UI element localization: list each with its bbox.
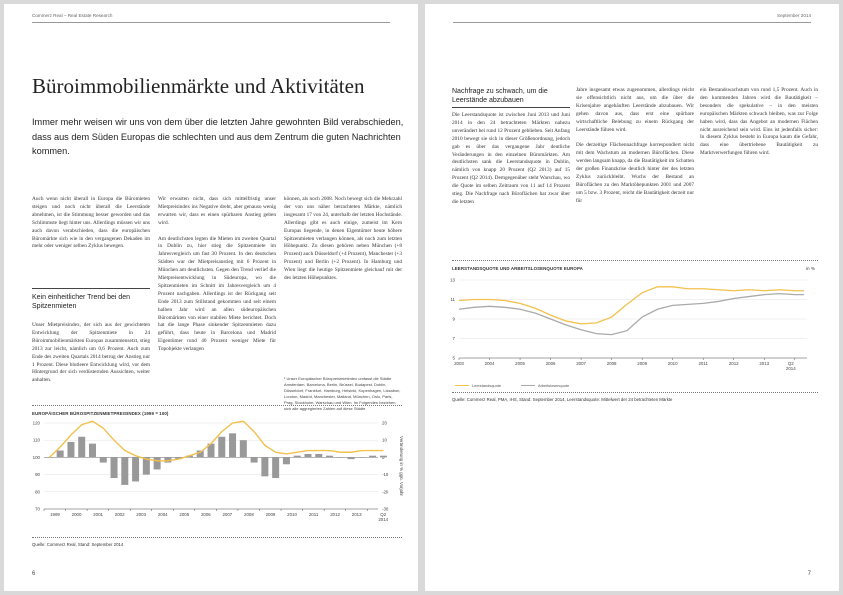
chart-unit: in % bbox=[806, 266, 815, 271]
chart-bottom-rule bbox=[452, 392, 818, 393]
unemployment-line bbox=[459, 294, 804, 335]
rent-index-chart bbox=[18, 417, 410, 537]
paragraph: Die derzeitige Flächennachfrage korrespondiert nicht mit dem Wachstum an modernen Büroflächen. Diese werden langsam knapp, da die Bautätigkeit im Schatten der großen Finanzkrise deutlich hinter der des letzten Zyklus zurückbleibt. Wuchs der Bestand an Büroflächen zu den Marktöhepunkten 2001 und 2007 um 5 bzw. 3 Prozent, reicht die Bautätigkeit derzeit nur für bbox=[576, 142, 694, 204]
x-tick-label: 2006 bbox=[545, 361, 556, 366]
legend-arbeitslos bbox=[521, 383, 569, 388]
column-1b bbox=[32, 322, 150, 385]
paragraph: Unser Mietpreisindex, der sich aus der gewichteten Entwicklung der Spitzenmiete in 24 Büroimmobilienmärkten Europas zusammensetzt, stieg 2013 zur leicht, nämlich um 0,6 Prozent. Auch zum Ende des zweiten Quartals 2014 betrug der Anstieg nur 1 Prozent. Diese blutleere Entwicklung wird, vor dem Hintergrund der sich verdüsternden Aussichten, weiter anhalten. bbox=[32, 322, 150, 384]
change-bar bbox=[380, 456, 387, 458]
chart-title: EUROPÄISCHER BÜROSPITZENMIETPREISINDEX (1999 = 100) bbox=[32, 411, 169, 416]
change-bar bbox=[315, 454, 322, 457]
x-tick-label: 2014 bbox=[785, 366, 796, 371]
page-title: Büroimmobilienmärkte und Aktivitäten bbox=[32, 74, 365, 98]
change-bar bbox=[154, 457, 161, 469]
change-bar bbox=[111, 457, 118, 478]
x-tick-label: 2009 bbox=[265, 512, 276, 517]
change-bar bbox=[261, 457, 268, 476]
y-tick: 9 bbox=[452, 316, 455, 322]
paragraph: Wir erwarten nicht, dass sich mittelfristig unser Mietpreisindex ins Negative dreht, aber genauso wenig erwarten wir, dass es einen spürbaren Anstieg geben wird. bbox=[158, 196, 276, 226]
chart-bottom-rule bbox=[32, 537, 402, 538]
running-header: September 2014 bbox=[777, 13, 811, 18]
column-1 bbox=[452, 112, 570, 207]
subhead-rule bbox=[452, 107, 570, 108]
x-tick-label: 2006 bbox=[200, 512, 211, 517]
x-tick-label: 2012 bbox=[330, 512, 341, 517]
column-3 bbox=[700, 87, 818, 158]
y-tick-left: 90 bbox=[35, 472, 40, 478]
page-number: 6 bbox=[32, 571, 36, 577]
y-tick-right: 20 bbox=[382, 420, 387, 426]
chart-source: Quelle: Commerz Real, PMA, IHS, Stand: September 2014, Leerstandsquote: Mittelwert der 24 betrachteten Märkte bbox=[452, 397, 673, 402]
chart-top-rule bbox=[452, 260, 818, 261]
x-tick-label: 2003 bbox=[136, 512, 147, 517]
y-tick-left: 100 bbox=[32, 454, 40, 460]
legend-label: Arbeitslosenquote bbox=[538, 383, 570, 388]
change-bar bbox=[304, 454, 311, 457]
x-tick-label: 2000 bbox=[71, 512, 82, 517]
change-bar bbox=[67, 442, 74, 457]
x-tick-label: 2013 bbox=[351, 512, 362, 517]
chart-title: LEERSTANDSQUOTE UND ARBEITSLOSENQUOTE EUROPA bbox=[452, 266, 583, 271]
change-bar bbox=[326, 456, 333, 458]
right-axis-label: Veränderung in % ggü. Vorjahr bbox=[399, 436, 404, 496]
y-tick-right: -20 bbox=[382, 489, 389, 495]
x-tick-label: 2013 bbox=[759, 361, 770, 366]
section-subhead: Kein einheitlicher Trend bei den Spitzenmieten bbox=[32, 294, 131, 310]
x-tick-label: Q2 bbox=[380, 512, 387, 517]
header-rule bbox=[32, 22, 390, 23]
page-number: 7 bbox=[807, 571, 811, 577]
column-3 bbox=[284, 196, 402, 283]
x-tick-label: 2001 bbox=[93, 512, 103, 517]
y-tick-left: 80 bbox=[35, 489, 40, 495]
paragraph: Am deutlichsten legten die Mieten im zweiten Quartal in Dublin zu, hier stieg die Spitzenmiete im Jahresvergleich um fast 30 Prozent. In den deutschen Städten war der Mietpreisanstieg mit 6 Prozent in München am deutlichsten. Gegen den Trend verlief die Mietpreisentwicklung in Südeuropa, wo die Spitzenmieten im Schnitt im Jahresvergleich um 4 Prozent nachgaben. Allerdings ist der Rückgang seit Ende 2013 zum Stillstand gekommen und seit einem halben Jahr wird an allen südeuropäischen Büromärkten von einer stabilen Miete berichtet. Doch hat die lange Phase sinkender Spitzenmieten dazu geführt, dass heute in Barcelona und Madrid Eigentümer rund 40 Prozent weniger Miete für Topobjekte verlangen bbox=[158, 235, 276, 353]
change-bar bbox=[369, 456, 376, 458]
x-tick-label: 2012 bbox=[728, 361, 739, 366]
paragraph: Jahre insgesamt etwas zugenommen, allerdings reicht sie offensichtlich nicht aus, um die über die Krisenjahre angehäuften Leerstände abzubauen. Wir gehen davon aus, dass erst eine spürbare wirtschaftliche Belebung zu einem Rückgang der Leerstände führen wird. bbox=[576, 87, 694, 133]
x-tick-label: 2005 bbox=[515, 361, 525, 366]
x-tick-label: 2005 bbox=[179, 512, 190, 517]
x-tick-label: 2003 bbox=[454, 361, 464, 366]
change-bar bbox=[57, 451, 64, 458]
x-tick-label: 2004 bbox=[484, 361, 495, 366]
header-rule bbox=[453, 22, 811, 23]
lead-paragraph: Immer mehr weisen wir uns von dem über die letzten Jahre gewohnten Bild verabschieden, dass aus dem Süden Europas die schlechten und aus dem Zentrum die guten Nachrichten kommen. bbox=[32, 117, 404, 156]
chart-source: Quelle: Commerz Real, Stand: September 2014 bbox=[32, 542, 124, 547]
footnote: ¹ Unser Europäischer Büropreismietindex umfasst die Städte Amsterdam, Barcelona, Berlin, Brüssel, Budapest, Dublin, Düsseldorf, Frankfurt, Hamburg, Helsinki, Kopenhagen, Lissabon, London, Madrid, Manchester, Mailand, München, Oslo, Paris, Prag, Stockholm, Warschau und Wien. Im Folgenden beziehen sich alle aggregierten Zahlen auf diese Städte. bbox=[284, 376, 401, 411]
running-header: Commerz Real – Real Estate Research bbox=[32, 13, 113, 18]
x-tick-label: 2007 bbox=[222, 512, 233, 517]
index-line bbox=[49, 421, 383, 461]
x-tick-label: 2009 bbox=[637, 361, 648, 366]
section-subhead: Nachfrage zu schwach, um die Leerstände abzubauen bbox=[452, 88, 548, 104]
x-tick-label: Q2 bbox=[787, 361, 794, 366]
paragraph: ein Bestandswachstum von rund 1,5 Prozent. Auch in den kommenden Jahren wird die Bautätigkeit – besonders die spekulative – in den meisten europäischen Märkten schwach bleiben, was zur Folge haben wird, dass das Angebot an modernen Flächen nicht ausreichend sein wird. Eins ist jedenfalls sicher: In diesem Zyklus besteht in Europa kaum die Gefahr, dass eine übertriebene Bautätigkeit zu Marktverwerfungen führen wird. bbox=[700, 87, 818, 157]
x-tick-label: 2007 bbox=[576, 361, 586, 366]
legend-swatch bbox=[521, 385, 535, 386]
legend-leerstand bbox=[455, 383, 501, 388]
x-tick-label: 2008 bbox=[244, 512, 254, 517]
x-tick-label: 2011 bbox=[698, 361, 708, 366]
x-tick-label: 2011 bbox=[308, 512, 319, 517]
x-tick-label: 2014 bbox=[378, 517, 389, 522]
y-tick: 11 bbox=[450, 297, 455, 302]
change-bar bbox=[78, 437, 85, 458]
change-bar bbox=[132, 457, 139, 481]
change-bar bbox=[251, 457, 258, 462]
y-tick: 7 bbox=[452, 336, 455, 341]
paragraph: Die Leerstandsquote ist zwischen Juni 2013 und Juni 2014 in den 24 betrachteten Märkten nahezu unverändert bei rund 12 Prozent geblieben. Seit Anfang 2010 bewegt sie sich in dieser Größenordnung, jedoch gab es über das vergangene Jahr deutliche Veränderungen in den einzelnen Büromärkten. Am deutlichsten sank die Leerstandsquote in Dublin, nämlich von knapp 20 Prozent (Q2 2013) auf 15 Prozent (Q2 2014). Demgegenüber steht Warschau, wo die Quote im selben Zeitraum von 11 auf 14 Prozent stieg. Die Nachfrage nach Büroflächen hat zwar über die letzten bbox=[452, 112, 570, 205]
change-bar bbox=[229, 433, 236, 457]
column-2 bbox=[158, 196, 276, 354]
x-tick-label: 2004 bbox=[157, 512, 168, 517]
y-tick-right: -10 bbox=[382, 472, 389, 478]
x-tick-label: 2002 bbox=[114, 512, 125, 517]
paragraph: können, als noch 2008. Noch bewegt sich die Mehrzahl der von uns näher betrachteten Märkte, nämlich insgesamt 17 von 24, unterhalb der letzten Hochstände. Allerdings gibt es auch einige, zumeist im Kern Europas liegende, in denen Eigentümer heute höhere Spitzenmieten verlangen können, als noch zum letzten Höhepunkt. Zu diesen gehören neben München (+8 Prozent) auch Düsseldorf (+4 Prozent), Manchester (+3 Prozent) und Berlin (+2 Prozent). In Hamburg und Wien liegt die heutige Spitzenmiete gleichauf mit der des letzten Höhepunktes. bbox=[284, 196, 402, 282]
x-tick-label: 1999 bbox=[50, 512, 60, 517]
column-1 bbox=[32, 196, 150, 251]
left-page bbox=[4, 4, 418, 591]
change-bar bbox=[294, 456, 301, 458]
change-bar bbox=[283, 457, 290, 464]
x-tick-label: 2008 bbox=[606, 361, 617, 366]
y-tick: 5 bbox=[452, 355, 455, 361]
change-bar bbox=[240, 440, 247, 457]
x-tick-label: 2010 bbox=[287, 512, 297, 517]
chart-top-rule bbox=[32, 405, 402, 406]
y-tick-left: 120 bbox=[32, 420, 40, 426]
y-tick: 13 bbox=[450, 277, 455, 283]
legend-label: Leerstandsquote bbox=[472, 383, 501, 388]
paragraph: Auch wenn nicht überall in Europa die Büromieten steigen und noch nicht überall die Leerstände abnehmen, ist die Stimmung besser geworden und das Schlimmste liegt hinter uns. Allerdings müssen wir uns auch davon verabschieden, dass die europäischen Büromärkte sich wie in den vergangenen Dekaden im mehr oder weniger selben Zyklus bewegen. bbox=[32, 196, 150, 250]
vacancy-line bbox=[459, 287, 804, 324]
change-bar bbox=[218, 437, 225, 458]
y-tick-left: 110 bbox=[33, 437, 40, 443]
right-page bbox=[425, 4, 839, 591]
y-tick-right: 10 bbox=[382, 437, 387, 443]
legend-swatch bbox=[455, 385, 469, 386]
y-tick-right: -30 bbox=[382, 506, 389, 512]
change-bar bbox=[100, 457, 107, 462]
change-bar bbox=[348, 457, 355, 459]
change-bar bbox=[272, 457, 279, 478]
change-bar bbox=[89, 444, 96, 458]
vacancy-chart bbox=[439, 274, 823, 374]
y-tick-left: 70 bbox=[35, 506, 40, 512]
change-bar bbox=[121, 457, 128, 485]
subhead-rule bbox=[32, 288, 150, 289]
column-2 bbox=[576, 87, 694, 206]
x-tick-label: 2010 bbox=[667, 361, 678, 366]
